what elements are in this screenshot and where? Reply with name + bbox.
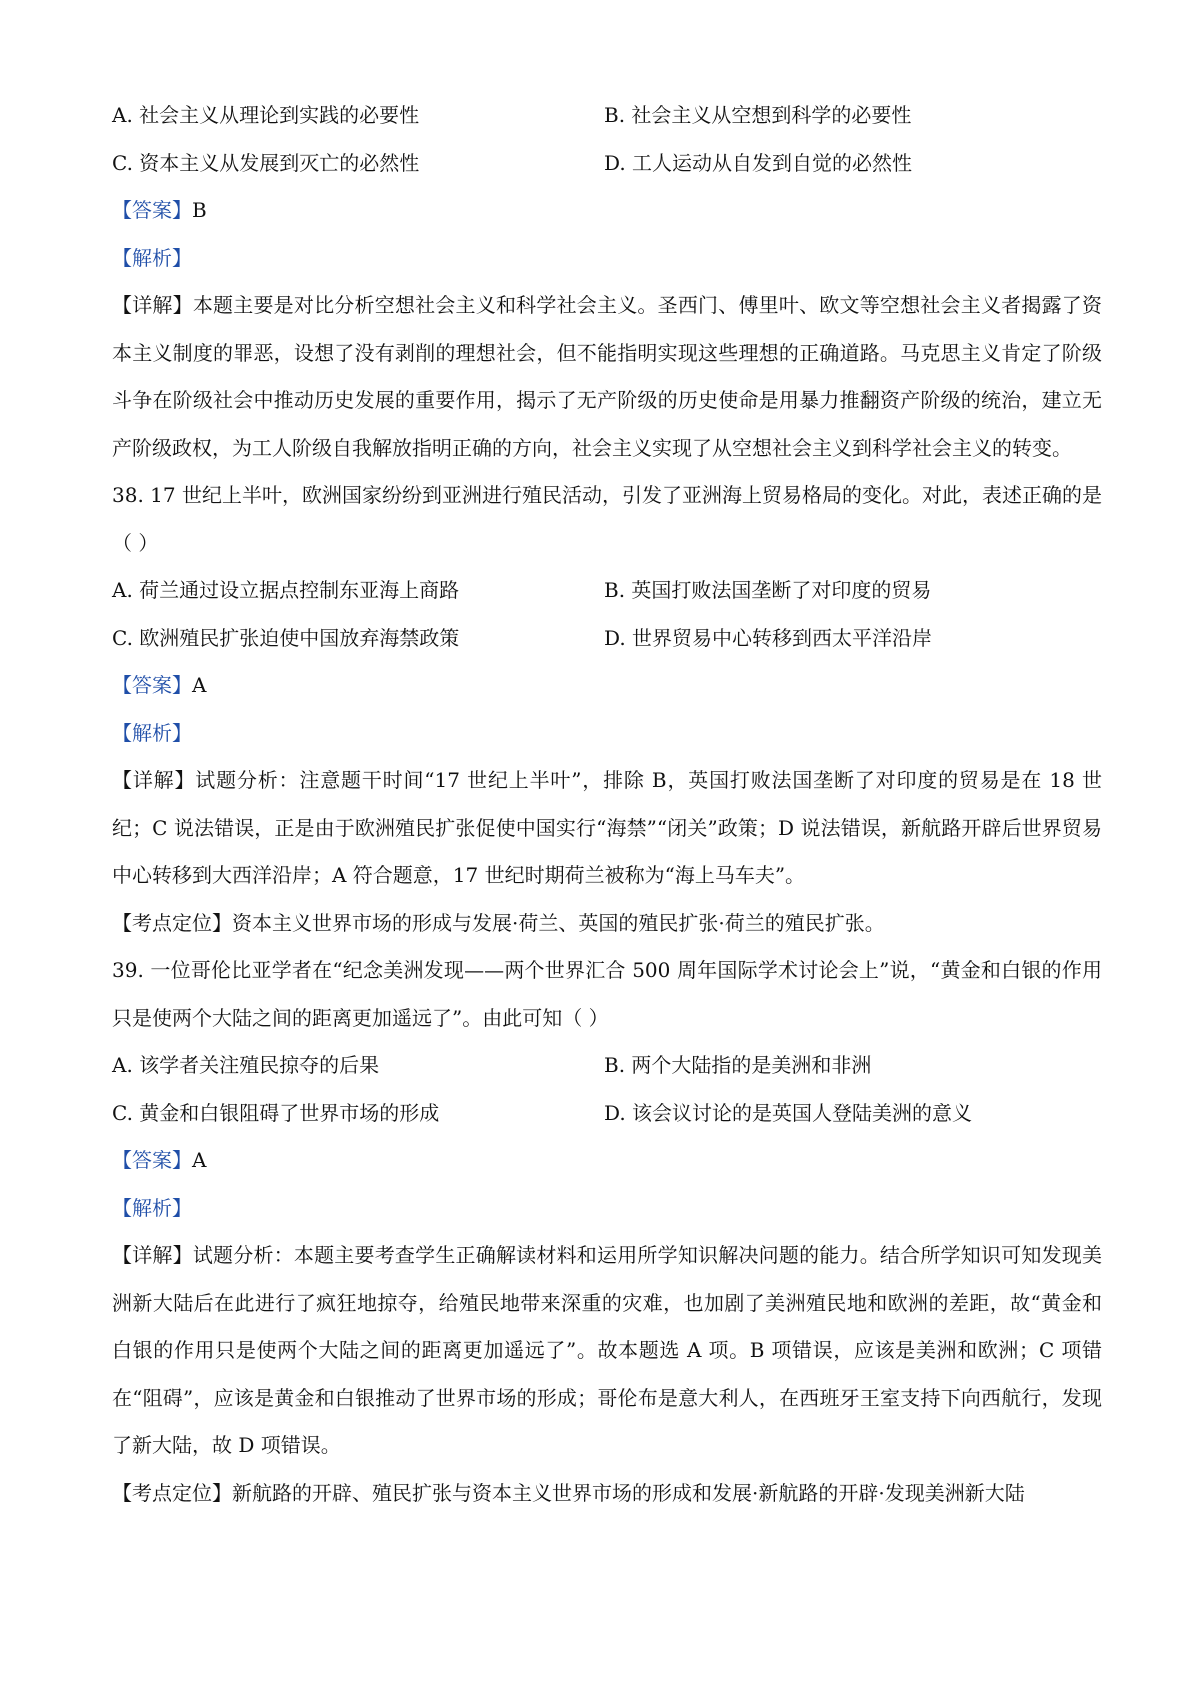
q38-option-c: C. 欧洲殖民扩张迫使中国放弃海禁政策 [112,625,460,650]
q39-kaodian [112,1470,1102,1518]
q38-option-b: B. 英国打败法国垄断了对印度的贸易 [604,578,932,602]
q38-option-a: A. 荷兰通过设立据点控制东亚海上商路 [112,578,460,602]
answer-label: 【答案】 [112,673,192,697]
q38-options-row-1 [112,567,1102,615]
q37-answer [112,187,1102,235]
answer-value: A [192,673,207,697]
q37-option-b: B. 社会主义从空想到科学的必要性 [604,103,912,127]
answer-value: B [192,198,207,222]
detail-label: 【详解】 [112,1243,193,1267]
detail-text: 本题主要是对比分析空想社会主义和科学社会主义。圣西门、傅里叶、欧文等空想社会主义者揭露了资本主义制度的罪恶，设想了没有剥削的理想社会，但不能指明实现这些理想的正确道路。马克思主义肯定了阶级斗争在阶级社会中推动历史发展的重要作用，揭示了无产阶级的历史使命是用暴力推翻资产阶级的统治，建立无产阶级政权，为工人阶级自我解放指明正确的方向，社会主义实现了从空想社会主义到科学社会主义的转变。 [112,293,1103,460]
q39-options-row-1 [112,1042,1102,1090]
q38-stem: 38. 17 世纪上半叶，欧洲国家纷纷到亚洲进行殖民活动，引发了亚洲海上贸易格局的变化。对此，表述正确的是（ ） [112,483,1102,555]
q37-option-a: A. 社会主义从理论到实践的必要性 [112,103,420,127]
q38-detail [112,757,1102,900]
q39-option-b: B. 两个大陆指的是美洲和非洲 [604,1053,872,1077]
q37-options-row-2 [112,140,1102,188]
q39-options-row-2 [112,1090,1102,1138]
analysis-label: 【解析】 [112,720,192,745]
q38-option-d: D. 世界贸易中心转移到西太平洋沿岸 [604,625,933,650]
answer-value: A [192,1148,207,1172]
q39-option-c: C. 黄金和白银阻碍了世界市场的形成 [112,1100,440,1125]
q37-analysis [112,235,1102,283]
kaodian-label: 【考点定位】 [112,1480,232,1505]
q39-analysis [112,1185,1102,1233]
answer-label: 【答案】 [112,1148,192,1172]
q39-detail [112,1232,1102,1470]
q38-kaodian [112,900,1102,948]
kaodian-text: 资本主义世界市场的形成与发展·荷兰、英国的殖民扩张·荷兰的殖民扩张。 [232,910,885,935]
detail-label: 【详解】 [112,768,196,792]
analysis-label: 【解析】 [112,1195,192,1220]
detail-label: 【详解】 [112,293,193,317]
q39-answer [112,1137,1102,1185]
q38-analysis [112,710,1102,758]
q37-detail [112,282,1102,472]
q38-options-row-2 [112,615,1102,663]
q39-stem: 39. 一位哥伦比亚学者在“纪念美洲发现——两个世界汇合 500 周年国际学术讨论会上”说，“黄金和白银的作用只是使两个大陆之间的距离更加遥远了”。由此可知（ ） [112,958,1102,1030]
answer-label: 【答案】 [112,198,192,222]
detail-text: 试题分析：本题主要考查学生正确解读材料和运用所学知识解决问题的能力。结合所学知识可知发现美洲新大陆后在此进行了疯狂地掠夺，给殖民地带来深重的灾难，也加剧了美洲殖民地和欧洲的差距，故“黄金和白银的作用只是使两个大陆之间的距离更加遥远了”。故本题选 A 项。B 项错误，应该是美洲和欧洲；C 项错在“阻碍”，应该是黄金和白银推动了世界市场的形成；哥伦布是意大利人，在西班牙王室支持下向西航行，发现了新大陆，故 D 项错误。 [112,1243,1103,1457]
analysis-label: 【解析】 [112,245,192,270]
kaodian-label: 【考点定位】 [112,910,232,935]
document-page [112,92,1102,1517]
q39-option-d: D. 该会议讨论的是英国人登陆美洲的意义 [604,1100,973,1125]
kaodian-text: 新航路的开辟、殖民扩张与资本主义世界市场的形成和发展·新航路的开辟·发现美洲新大陆 [232,1480,1025,1505]
q39-option-a: A. 该学者关注殖民掠夺的后果 [112,1053,380,1077]
q37-option-c: C. 资本主义从发展到灭亡的必然性 [112,150,420,175]
q37-options-row-1 [112,92,1102,140]
detail-text: 试题分析：注意题干时间“17 世纪上半叶”，排除 B，英国打败法国垄断了对印度的贸易是在 18 世纪；C 说法错误，正是由于欧洲殖民扩张促使中国实行“海禁”“闭关”政策；D 说法错误，新航路开辟后世界贸易中心转移到大西洋沿岸；A 符合题意，17 世纪时期荷兰被称为“海上马车夫”。 [112,768,1102,887]
q38-answer [112,662,1102,710]
q37-option-d: D. 工人运动从自发到自觉的必然性 [604,150,913,175]
